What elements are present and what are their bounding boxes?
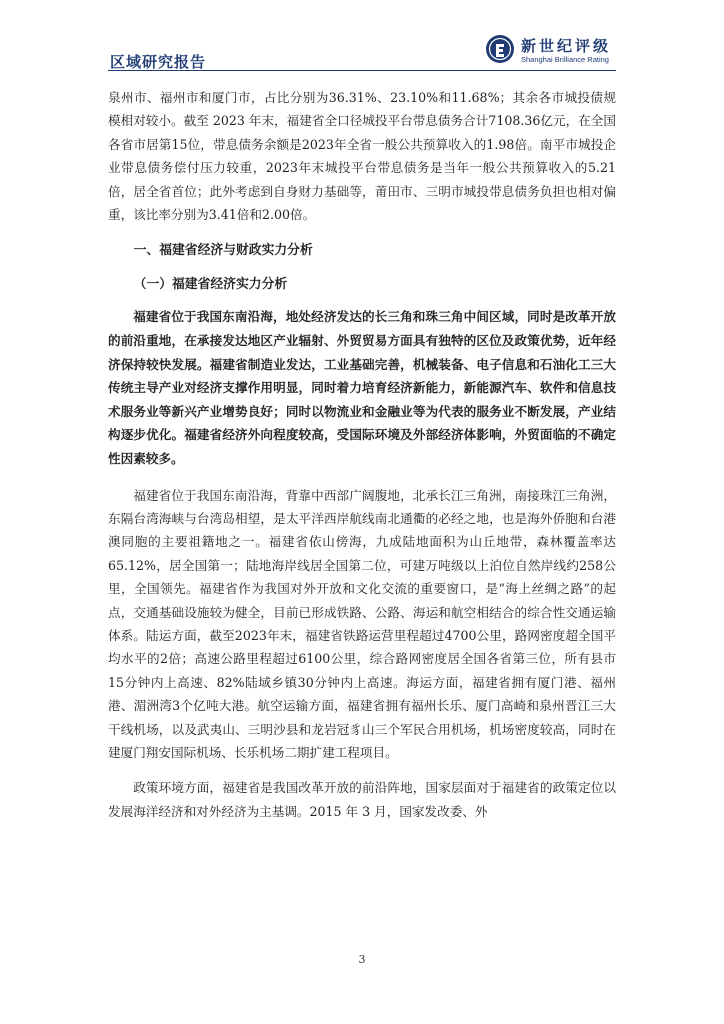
brand-name-en: Shanghai Brilliance Rating bbox=[521, 55, 609, 64]
page-number: 3 bbox=[358, 953, 366, 966]
subsection-heading: （一）福建省经济实力分析 bbox=[133, 277, 288, 293]
page-body bbox=[108, 86, 616, 823]
report-category-title: 区域研究报告 bbox=[110, 53, 207, 71]
paragraph-geography: 福建省位于我国东南沿海，背靠中西部广阔腹地，北承长江三角洲，南接珠江三角洲，东隔台湾海峡与台湾岛相望，是太平洋西岸航线南北通衢的必经之地，也是海外侨胞和台港澳同胞的主要祖籍地之一。福建省依山傍海，九成陆地面积为山丘地带，森林覆盖率达65.12%，居全国第一；陆地海岸线居全国第二位，可建万吨级以上泊位自然岸线约258公里，全国领先。福建省作为我国对外开放和文化交流的重要窗口，是“海上丝绸之路”的起点，交通基础设施较为健全，目前已形成铁路、公路、海运和航空相结合的综合性交通运输体系。陆运方面，截至2023年末，福建省铁路运营里程超过4700公里，路网密度超全国平均水平的2倍；高速公路里程超过6100公里，综合路网密度居全国各省第三位，所有县市15分钟内上高速、82%陆域乡镇30分钟内上高速。海运方面，福建省拥有厦门港、福州港、湄洲湾3个亿吨大港。航空运输方面，福建省拥有福州长乐、厦门高崎和泉州晋江三大干线机场，以及武夷山、三明沙县和龙岩冠豸山三个军民合用机场，机场密度较高，同时在建厦门翔安国际机场、长乐机场二期扩建工程项目。 bbox=[108, 487, 616, 761]
section-heading: 一、福建省经济与财政实力分析 bbox=[133, 243, 313, 259]
brand-emblem-icon bbox=[485, 34, 515, 64]
paragraph-policy: 政策环境方面，福建省是我国改革开放的前沿阵地，国家层面对于福建省的政策定位以发展海洋经济和对外经济为主基调。2015 年 3 月，国家发改委、外 bbox=[108, 780, 616, 819]
brand-name-cn: 新世纪评级 bbox=[521, 37, 612, 55]
paragraph-summary: 福建省位于我国东南沿海，地处经济发达的长三角和珠三角中间区域，同时是改革开放的前沿重地，在承接发达地区产业辐射、外贸贸易方面具有独特的区位及政策优势，近年经济保持较快发展。福建省制造业发达，工业基础完善，机械装备、电子信息和石油化工三大传统主导产业对经济支撑作用明显，同时着力培育经济新能力，新能源汽车、软件和信息技术服务业等新兴产业增势良好；同时以物流业和金融业等为代表的服务业不断发展，产业结构逐步优化。福建省经济外向程度较高，受国际环境及外部经济体影响，外贸面临的不确定性因素较多。 bbox=[108, 309, 616, 466]
page-header bbox=[0, 0, 724, 80]
header-divider bbox=[108, 70, 616, 71]
paragraph-intro: 泉州市、福州市和厦门市，占比分别为36.31%、23.10%和11.68%；其余各市城投债规模相对较小。截至 2023 年末，福建省全口径城投平台带息债务合计7108.36亿元，在全国各省市居第15位，带息债务余额是2023年全省一般公共预算收入的1.98倍。南平市城投企业带息债务偿付压力较重，2023年末城投平台带息债务是当年一般公共预算收入的5.21倍，居全省首位；此外考虑到自身财力基础等，莆田市、三明市城投带息债务负担也相对偏重，该比率分别为3.41倍和2.00倍。 bbox=[108, 90, 616, 223]
brand-logo bbox=[485, 34, 620, 66]
